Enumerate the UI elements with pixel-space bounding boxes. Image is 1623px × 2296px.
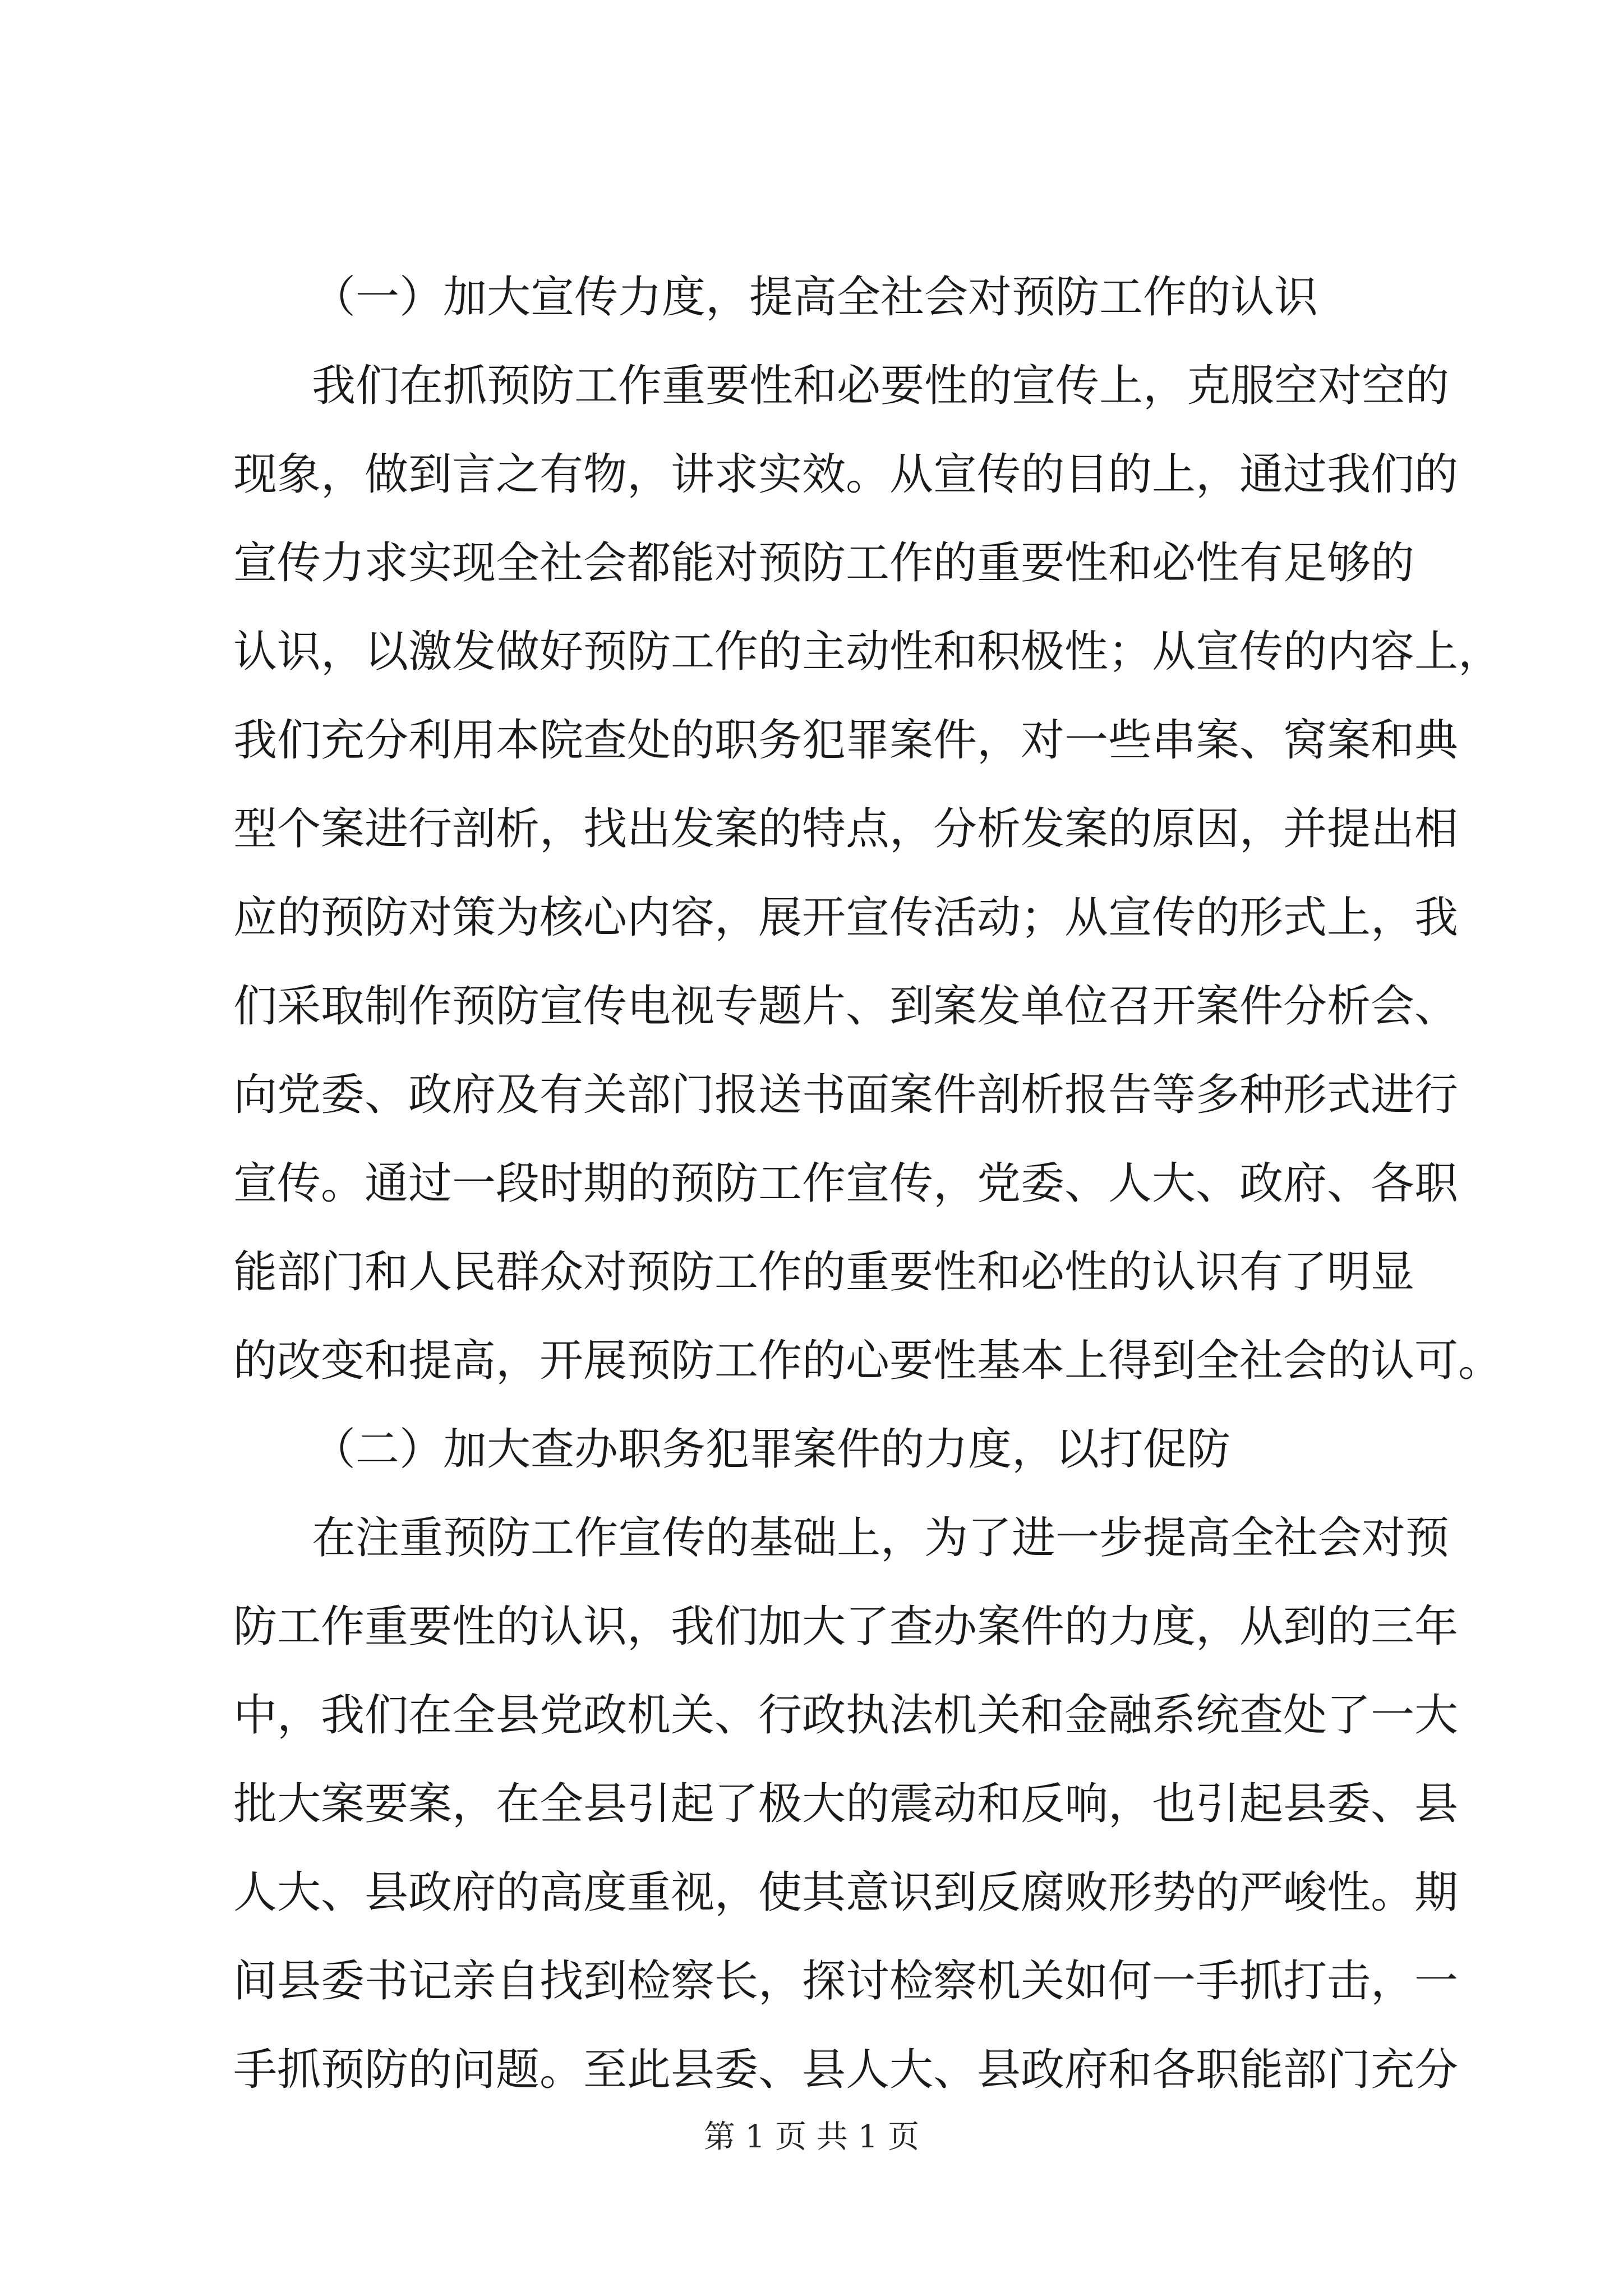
paragraph-line xyxy=(0,618,1623,685)
paragraph-line xyxy=(0,1770,1623,1838)
paragraph-line xyxy=(0,1948,1623,2015)
line-text: 人大、县政府的高度重视，使其意识到反腐败形势的严峻性。期 xyxy=(233,1867,1459,1918)
paragraph-line xyxy=(0,1504,1623,1572)
line-text: 在注重预防工作宣传的基础上，为了进一步提高全社会对预 xyxy=(312,1513,1450,1563)
line-text: 认识，以激发做好预防工作的主动性和积极性；从宣传的内容上， xyxy=(233,627,1502,677)
paragraph-line xyxy=(0,1061,1623,1129)
paragraph-line xyxy=(0,1239,1623,1306)
paragraph-line xyxy=(0,2036,1623,2104)
paragraph-line xyxy=(0,973,1623,1040)
line-text: 宣传力求实现全社会都能对预防工作的重要性和必性有足够的 xyxy=(233,538,1415,588)
section-heading xyxy=(0,1416,1623,1483)
paragraph-line xyxy=(0,1859,1623,1926)
page-footer: 第 1 页 共 1 页 xyxy=(703,2119,920,2155)
line-text: 应的预防对策为核心内容，展开宣传活动；从宣传的形式上，我 xyxy=(233,892,1459,943)
paragraph-line xyxy=(0,884,1623,951)
paragraph-line xyxy=(0,795,1623,863)
line-text: （二）加大查办职务犯罪案件的力度，以打促防 xyxy=(312,1424,1231,1475)
section-heading xyxy=(0,264,1623,331)
line-text: 能部门和人民群众对预防工作的重要性和必性的认识有了明显 xyxy=(233,1247,1415,1297)
line-text: 宣传。通过一段时期的预防工作宣传，党委、人大、政府、各职 xyxy=(233,1158,1459,1209)
line-text: 我们充分利用本院查处的职务犯罪案件，对一些串案、窝案和典 xyxy=(233,715,1459,766)
line-text: 向党委、政府及有关部门报送书面案件剖析报告等多种形式进行 xyxy=(233,1070,1459,1120)
line-text: 防工作重要性的认识，我们加大了查办案件的力度，从到的三年 xyxy=(233,1602,1459,1652)
line-text: 间县委书记亲自找到检察长，探讨检察机关如何一手抓打击，一 xyxy=(233,1956,1459,2007)
line-text: 手抓预防的问题。至此县委、县人大、县政府和各职能部门充分 xyxy=(233,2045,1459,2095)
line-text: （一）加大宣传力度，提高全社会对预防工作的认识 xyxy=(312,272,1318,323)
paragraph-line xyxy=(0,1327,1623,1395)
paragraph-line xyxy=(0,707,1623,774)
paragraph-line xyxy=(0,352,1623,420)
line-text: 我们在抓预防工作重要性和必要性的宣传上，克服空对空的 xyxy=(312,361,1450,411)
line-text: 中，我们在全县党政机关、行政执法机关和金融系统查处了一大 xyxy=(233,1690,1459,1741)
line-text: 现象，做到言之有物，讲求实效。从宣传的目的上，通过我们的 xyxy=(233,449,1459,500)
line-text: 的改变和提高，开展预防工作的心要性基本上得到全社会的认可。 xyxy=(233,1336,1502,1386)
paragraph-line xyxy=(0,530,1623,597)
line-text: 型个案进行剖析，找出发案的特点，分析发案的原因，并提出相 xyxy=(233,804,1459,854)
line-text: 批大案要案，在全县引起了极大的震动和反响，也引起县委、县 xyxy=(233,1779,1459,1829)
paragraph-line xyxy=(0,1593,1623,1660)
paragraph-line xyxy=(0,441,1623,508)
line-text: 们采取制作预防宣传电视专题片、到案发单位召开案件分析会、 xyxy=(233,981,1459,1032)
paragraph-line xyxy=(0,1682,1623,1749)
paragraph-line xyxy=(0,1150,1623,1217)
